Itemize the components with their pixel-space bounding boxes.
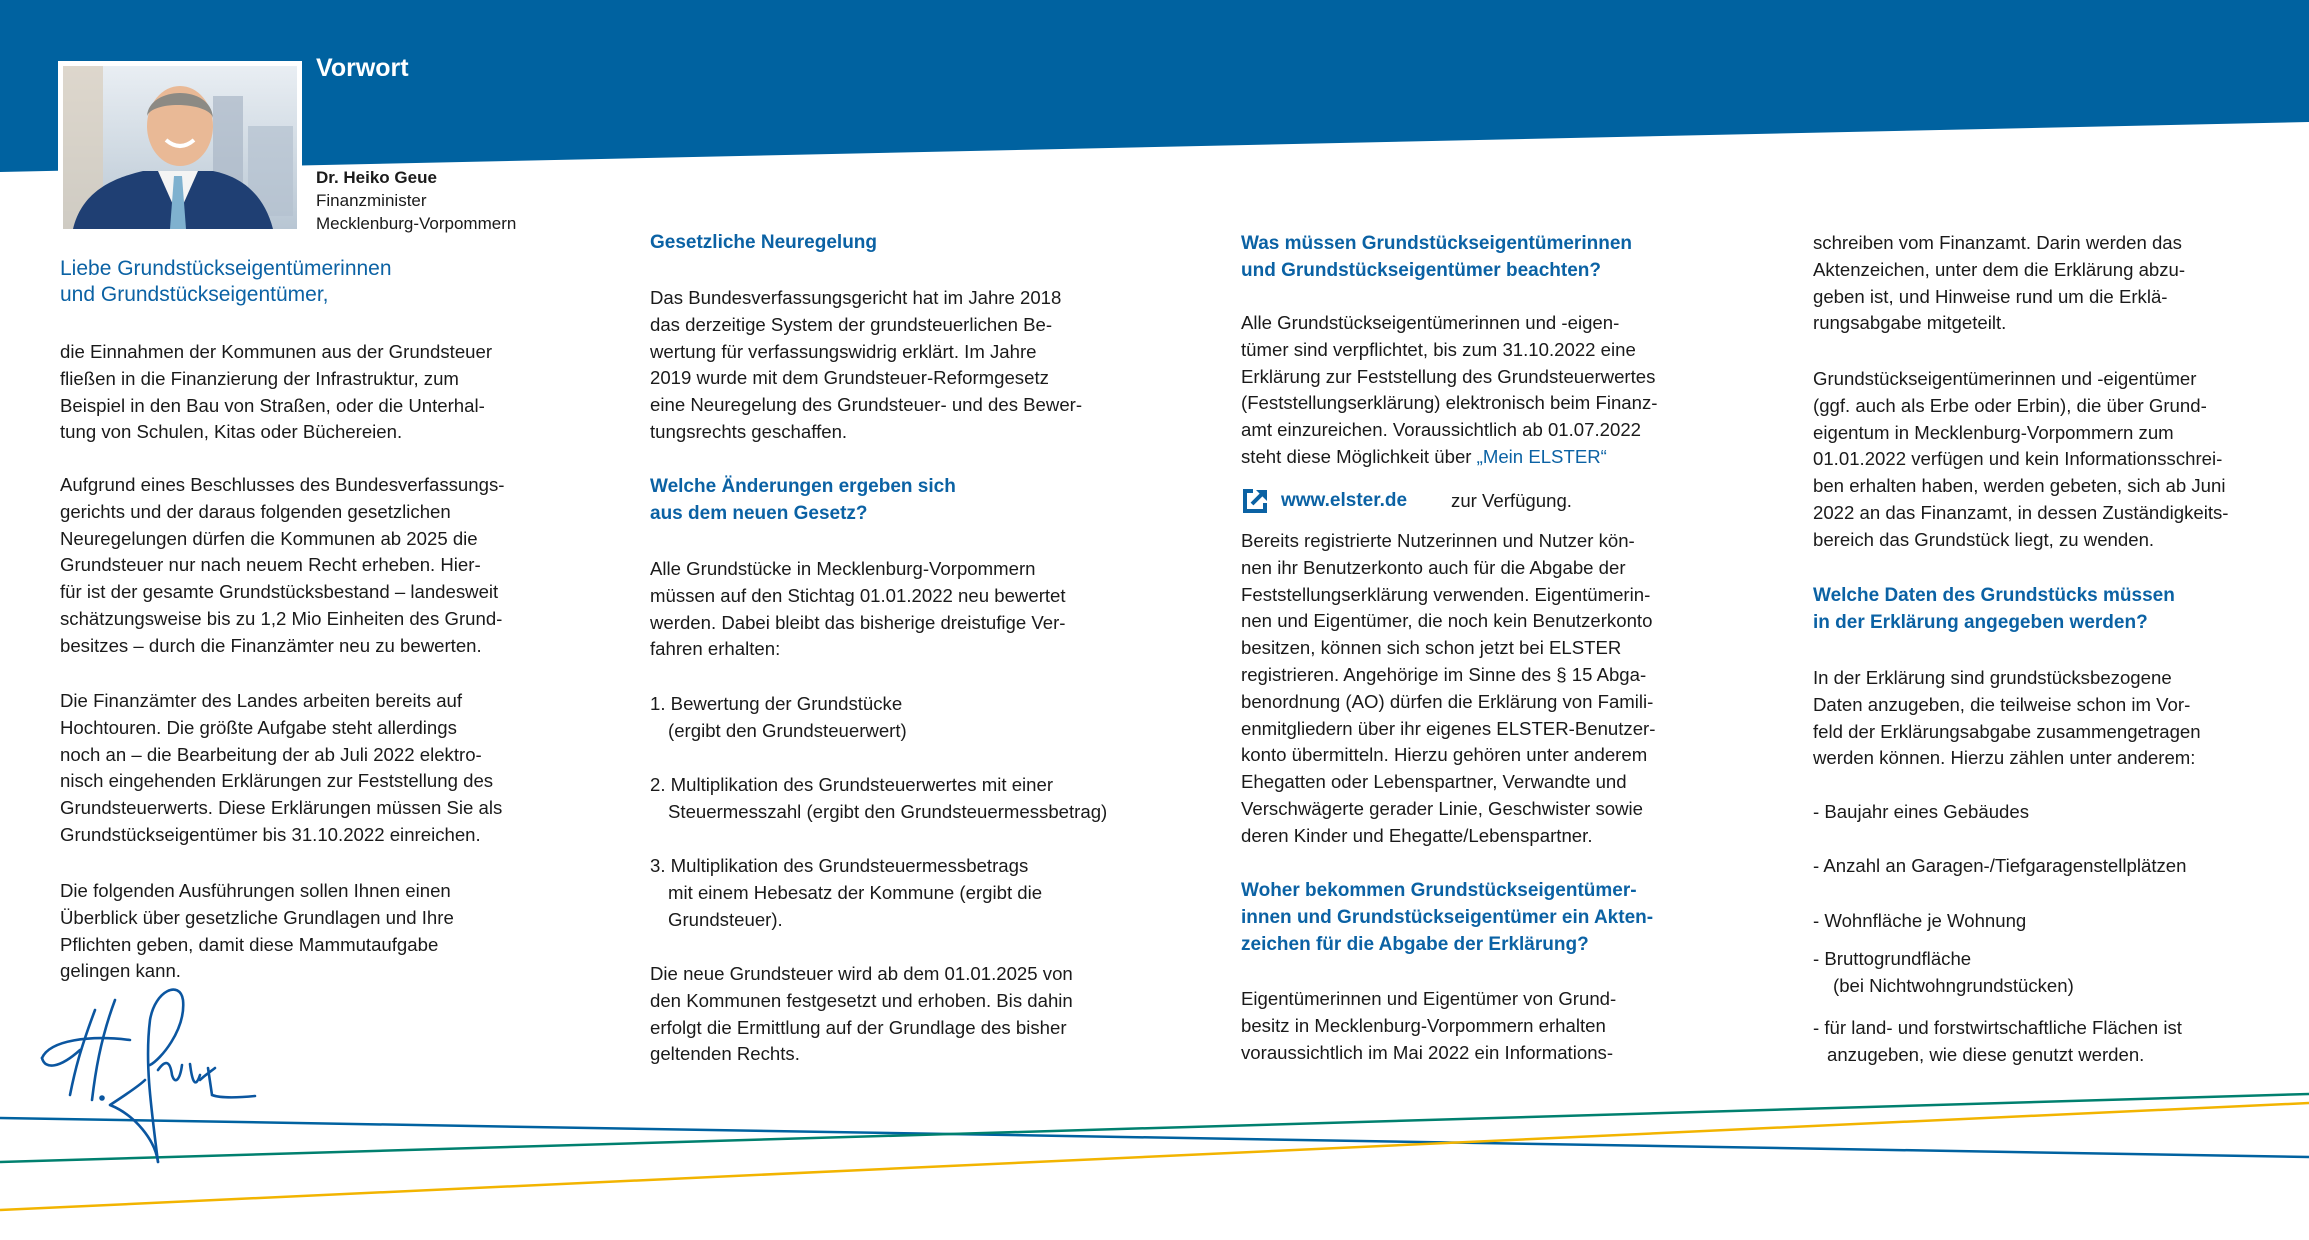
text-line: schreiben vom Finanzamt. Darin werden das	[1813, 232, 2182, 253]
heading-line: und Grundstückseigentümer beachten?	[1241, 259, 1601, 281]
text-line: 2019 wurde mit dem Grundsteuer-Reformgesetz	[650, 367, 1049, 389]
heading-line: Welche Daten des Grundstücks müssen	[1813, 585, 2175, 606]
heading-welche-daten	[1813, 583, 2175, 637]
text-line: Grundstückseigentümerinnen und -eigentümer	[1813, 368, 2197, 389]
text-line: Das Bundesverfassungsgericht hat im Jahre 2018	[650, 287, 1062, 308]
text-line: nen ihr Benutzerkonto auch für die Abgabe der	[1241, 556, 1626, 578]
text-line: 01.01.2022 verfügen und kein Informationsschrei-	[1813, 448, 2223, 470]
elster-url-link[interactable]: www.elster.de	[1281, 490, 1408, 511]
text-line: fließen in die Finanzierung der Infrastruktur, zum	[60, 367, 459, 389]
text-line: werden können. Hierzu zählen unter anderem:	[1813, 747, 2196, 769]
heading-line: Welche Änderungen ergeben sich	[650, 476, 956, 497]
text-line: - für land- und forstwirtschaftliche Flächen ist	[1813, 1017, 2182, 1038]
portrait-photo-frame	[58, 61, 302, 233]
text-line: voraussichtlich im Mai 2022 ein Informations-	[1241, 1041, 1614, 1063]
text-line: Grundsteuer).	[668, 908, 783, 930]
col4-paragraph-3	[1813, 665, 2201, 772]
text-line: Überblick über gesetzliche Grundlagen und Ihre	[60, 906, 454, 928]
text-line: 3. Multiplikation des Grundsteuermessbetrags	[650, 855, 1029, 876]
text-line: - Wohnfläche je Wohnung	[1813, 910, 2027, 931]
text-line: Die neue Grundsteuer wird ab dem 01.01.2025 von	[650, 963, 1073, 984]
external-link-icon[interactable]	[1241, 487, 1269, 515]
text-line: mit einem Hebesatz der Kommune (ergibt die	[668, 881, 1043, 903]
text-line: feld der Erklärungsabgabe zusammengetragen	[1813, 720, 2201, 742]
heading-line: Was müssen Grundstückseigentümerinnen	[1241, 233, 1632, 254]
text-fragment: steht diese Möglichkeit über	[1241, 445, 1477, 467]
text-line: amt einzureichen. Voraussichtlich ab 01.07.2022	[1241, 419, 1642, 441]
text-line: nen und Eigentümer, die noch kein Benutzerkonto	[1241, 610, 1653, 632]
col2-paragraph-2	[650, 556, 1066, 663]
author-caption	[316, 166, 516, 235]
text-line: besitzen, können sich schon jetzt bei ELSTER	[1241, 637, 1622, 659]
text-line: Feststellungserklärung verwenden. Eigentümerin-	[1241, 583, 1651, 605]
text-line: Daten anzugeben, die teilweise schon im Vor-	[1813, 693, 2191, 715]
list-item	[650, 853, 1042, 933]
heading-line: zeichen für die Abgabe der Erklärung?	[1241, 933, 1589, 955]
col3-paragraph-2	[1241, 528, 1655, 850]
heading-line: innen und Grundstückseigentümer ein Akten-	[1241, 906, 1654, 928]
text-line: 2. Multiplikation des Grundsteuerwertes mit einer	[650, 774, 1054, 795]
text-line: deren Kinder und Ehegatte/Lebenspartner.	[1241, 824, 1593, 846]
mein-elster-link[interactable]: „Mein ELSTER“	[1476, 445, 1607, 467]
text-line: - Bruttogrundfläche	[1813, 948, 1972, 969]
text-line: Die folgenden Ausführungen sollen Ihnen einen	[60, 880, 451, 901]
greeting	[60, 256, 392, 308]
author-region: Mecklenburg-Vorpommern	[316, 214, 517, 233]
col3-paragraph-1	[1241, 310, 1657, 471]
text-line: schätzungsweise bis zu 1,2 Mio Einheiten des Grund-	[60, 607, 503, 629]
greeting-line: und Grundstückseigentümer,	[60, 283, 329, 306]
list-item	[1813, 853, 2186, 880]
text-line: Hochtouren. Die größte Aufgabe steht allerdings	[60, 716, 457, 738]
list-item	[650, 691, 907, 745]
heading-gesetzliche-neuregelung: Gesetzliche Neuregelung	[650, 232, 878, 253]
text-line: Eigentümerinnen und Eigentümer von Grund-	[1241, 988, 1617, 1009]
col4-paragraph-1	[1813, 230, 2185, 337]
text-line: Neuregelungen dürfen die Kommunen ab 2025 die	[60, 527, 478, 549]
heading-aenderungen	[650, 474, 956, 528]
text-line: (ergibt den Grundsteuerwert)	[668, 719, 907, 741]
greeting-line: Liebe Grundstückseigentümerinnen	[60, 257, 392, 280]
text-line: Erklärung zur Feststellung des Grundsteuerwertes	[1241, 365, 1656, 387]
text-line: noch an – die Bearbeitung der ab Juli 2022 elektro-	[60, 743, 482, 765]
stripe-yellow	[0, 1103, 2309, 1210]
text-line: Bereits registrierte Nutzerinnen und Nutzer kön-	[1241, 530, 1635, 551]
text-line: Steuermesszahl (ergibt den Grundsteuermessbetrag)	[668, 800, 1108, 822]
text-line: das derzeitige System der grundsteuerlichen Be-	[650, 313, 1053, 335]
col1-paragraph-1	[60, 339, 492, 446]
text-line: gelingen kann.	[60, 960, 181, 982]
text-line: die Einnahmen der Kommunen aus der Grundsteuer	[60, 341, 493, 362]
text-line: für ist der gesamte Grundstücksbestand – landesweit	[60, 581, 499, 603]
text-line: Aktenzeichen, unter dem die Erklärung abzu-	[1813, 258, 2186, 280]
text-line: enmitgliedern über ihr eigenes ELSTER-Benutzer-	[1241, 717, 1656, 739]
text-line: eigentum in Mecklenburg-Vorpommern zum	[1813, 421, 2174, 443]
heading-woher-aktenzeichen	[1241, 878, 1653, 958]
text-line: Alle Grundstückseigentümerinnen und -eigen-	[1241, 312, 1620, 333]
text-line: besitz in Mecklenburg-Vorpommern erhalten	[1241, 1014, 1606, 1036]
text-line: ben erhalten haben, werden gebeten, sich ab Juni	[1813, 475, 2226, 497]
header-band	[0, 0, 2309, 180]
col1-paragraph-4	[60, 878, 454, 985]
text-line: erfolgt die Ermittlung auf der Grundlage des bisher	[650, 1016, 1067, 1038]
heading-was-muessen	[1241, 231, 1632, 285]
col3-paragraph-3	[1241, 986, 1616, 1066]
text-line: rungsabgabe mitgeteilt.	[1813, 312, 2007, 334]
text-line: tungsrechts geschaffen.	[650, 420, 848, 442]
text-line: gerichts und der daraus folgenden gesetzlichen	[60, 500, 451, 522]
text-line: Grundsteuer nur nach neuem Recht erheben. Hier-	[60, 554, 481, 576]
col1-paragraph-3	[60, 688, 502, 849]
text-line: anzugeben, wie diese genutzt werden.	[1827, 1043, 2145, 1065]
text-line: Aufgrund eines Beschlusses des Bundesverfassungs-	[60, 474, 505, 495]
signature	[40, 980, 300, 1200]
text-line: Pflichten geben, damit diese Mammutaufgabe	[60, 933, 439, 955]
text-line: Ehegatten oder Lebenspartner, Verwandte und	[1241, 771, 1627, 793]
text-line: tümer sind verpflichtet, bis zum 31.10.2022 eine	[1241, 338, 1636, 360]
list-item	[1813, 1015, 2182, 1069]
text-line: besitzes – durch die Finanzämter neu zu bewerten.	[60, 634, 482, 656]
heading-line: aus dem neuen Gesetz?	[650, 502, 868, 524]
text-line: Grundsteuerwerts. Diese Erklärungen müssen Sie als	[60, 797, 503, 819]
col1-paragraph-2	[60, 472, 504, 660]
page-title: Vorwort	[316, 54, 409, 82]
text-line: (ggf. auch als Erbe oder Erbin), die über Grund-	[1813, 394, 2207, 416]
text-line: registrieren. Angehörige im Sinne des § 15 Abga-	[1241, 663, 1647, 685]
text-line: 2022 an das Finanzamt, in dessen Zuständigkeits-	[1813, 501, 2229, 523]
heading-line: Woher bekommen Grundstückseigentümer-	[1241, 880, 1637, 901]
text-line: eine Neuregelung des Grundsteuer- und des Bewer-	[650, 394, 1083, 416]
list-item	[1813, 799, 2029, 826]
elster-suffix: zur Verfügung.	[1451, 490, 1572, 511]
text-line: fahren erhalten:	[650, 638, 781, 660]
author-name: Dr. Heiko Geue	[316, 168, 437, 187]
author-role: Finanzminister	[316, 191, 427, 210]
text-line: konto übermitteln. Hierzu gehören unter anderem	[1241, 744, 1648, 766]
list-item	[1813, 946, 2074, 1000]
text-line: - Anzahl an Garagen-/Tiefgaragenstellplätzen	[1813, 855, 2187, 876]
text-line: - Baujahr eines Gebäudes	[1813, 801, 2030, 822]
elster-link-row	[1241, 486, 1572, 516]
col2-paragraph-3	[650, 961, 1073, 1068]
text-line: geben ist, und Hinweise rund um die Erklä-	[1813, 285, 2168, 307]
list-item	[650, 772, 1107, 826]
col4-paragraph-2	[1813, 366, 2229, 554]
text-line: müssen auf den Stichtag 01.01.2022 neu bewertet	[650, 584, 1066, 606]
heading-line: in der Erklärung angegeben werden?	[1813, 611, 2148, 633]
text-line: Grundstückseigentümer bis 31.10.2022 einreichen.	[60, 823, 481, 845]
text-line: Die Finanzämter des Landes arbeiten bereits auf	[60, 690, 463, 711]
text-line: 1. Bewertung der Grundstücke	[650, 693, 903, 714]
text-line: Beispiel in den Bau von Straßen, oder die Unterhal-	[60, 394, 485, 416]
text-line: In der Erklärung sind grundstücksbezogene	[1813, 667, 2172, 688]
portrait-photo	[63, 66, 297, 229]
text-line: tung von Schulen, Kitas oder Büchereien.	[60, 421, 403, 443]
text-line: (Feststellungserklärung) elektronisch beim Finanz-	[1241, 392, 1658, 414]
text-line: bereich das Grundstück liegt, zu wenden.	[1813, 528, 2155, 550]
list-item	[1813, 908, 2026, 935]
col2-paragraph-1	[650, 285, 1082, 446]
text-line: wertung für verfassungswidrig erklärt. Im Jahre	[650, 340, 1037, 362]
stripe-blue	[0, 1118, 2309, 1157]
text-line: Alle Grundstücke in Mecklenburg-Vorpommern	[650, 558, 1036, 579]
text-line: nisch eingehenden Erklärungen zur Feststellung des	[60, 770, 494, 792]
text-line: den Kommunen festgesetzt und erhoben. Bis dahin	[650, 989, 1073, 1011]
text-line: werden. Dabei bleibt das bisherige dreistufige Ver-	[650, 611, 1066, 633]
text-line	[1241, 444, 1657, 471]
text-line: Verschwägerte gerader Linie, Geschwister sowie	[1241, 797, 1644, 819]
text-line: geltenden Rechts.	[650, 1043, 800, 1065]
stripe-green	[0, 1094, 2309, 1162]
text-line: benordnung (AO) dürfen die Erklärung von Famili-	[1241, 690, 1654, 712]
text-line: (bei Nichtwohngrundstücken)	[1833, 974, 2074, 996]
